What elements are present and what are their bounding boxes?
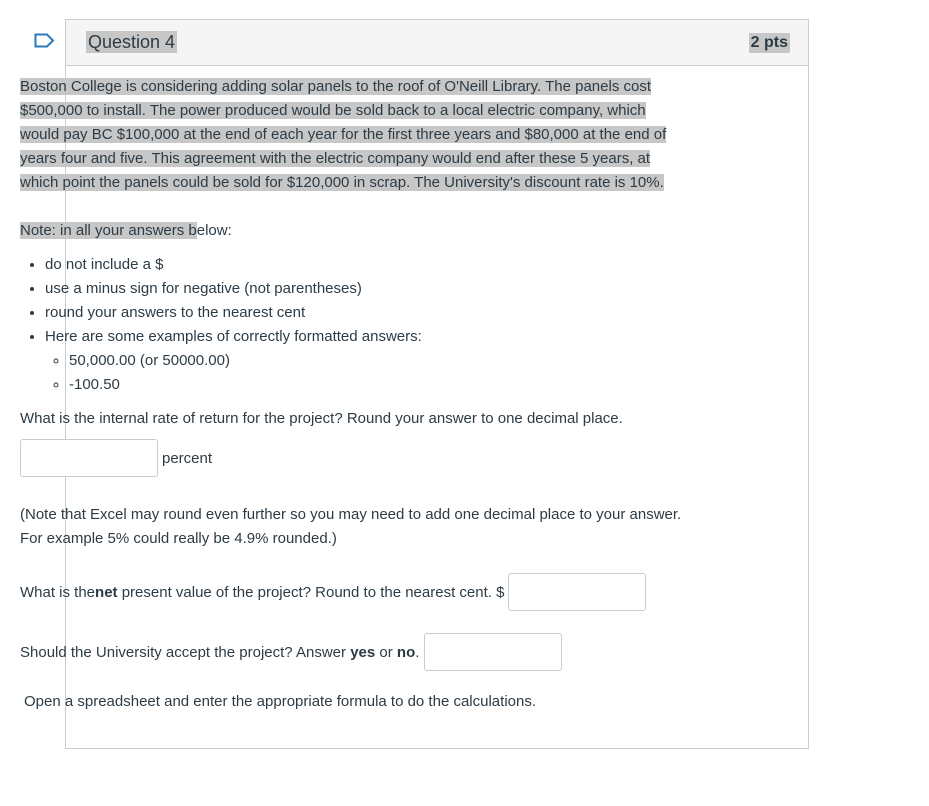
npv-bold-word: net (95, 583, 118, 601)
npv-text-pre: What is the (20, 583, 96, 601)
accept-question (20, 633, 720, 671)
examples-list (45, 349, 720, 397)
intro-line: Boston College is considering adding solar panels to the roof of O'Neill Library. The panels cost (20, 78, 651, 95)
instructions-list (20, 253, 720, 397)
list-item: • round your answers to the nearest cent (45, 301, 720, 325)
example-item: ◦ -100.50 (69, 373, 720, 397)
accept-input[interactable] (424, 633, 562, 671)
accept-text-end: . (415, 643, 420, 661)
bookmark-flag-icon[interactable] (34, 33, 55, 48)
intro-line: years four and five. This agreement with the electric company would end after these 5 years, at (20, 150, 651, 167)
excel-note (20, 503, 720, 551)
accept-text-pre: Should the University accept the project? Answer (20, 643, 351, 661)
intro-line: would pay BC $100,000 at the end of each year for the first three years and $80,000 at the end of (20, 126, 667, 143)
question-body (20, 75, 720, 710)
question-points: 2 pts (750, 34, 788, 51)
intro-line: $500,000 to install. The power produced would be sold back to a local electric company, which (20, 102, 646, 119)
excel-note-line: (Note that Excel may round even further so you may need to add one decimal place to your answer. (20, 506, 682, 523)
list-item: • do not include a $ (45, 253, 720, 277)
examples-label: Here are some examples of correctly formatted answers: (45, 328, 422, 345)
list-item (45, 325, 720, 397)
closing-text: Open a spreadsheet and enter the appropriate formula to do the calculations. (24, 693, 536, 710)
irr-unit-label: percent (162, 449, 213, 467)
question-header (66, 20, 808, 66)
irr-answer-row (20, 439, 720, 477)
npv-input[interactable] (508, 573, 646, 611)
irr-input[interactable] (20, 439, 158, 477)
excel-note-line: For example 5% could really be 4.9% rounded.) (20, 530, 337, 547)
note-rest: elow: (196, 222, 232, 239)
intro-paragraph (20, 75, 720, 195)
npv-text-post: present value of the project? Round to the nearest cent. $ (117, 583, 505, 601)
accept-yes: yes (350, 643, 376, 661)
npv-question (20, 573, 720, 611)
irr-question: What is the internal rate of return for the project? Round your answer to one decimal place. (20, 410, 623, 427)
question-title: Question 4 (88, 32, 176, 52)
accept-text-mid: or (375, 643, 397, 661)
note-line (20, 221, 720, 241)
example-item: ◦ 50,000.00 (or 50000.00) (69, 349, 720, 373)
intro-line: which point the panels could be sold for $120,000 in scrap. The University's discount rate is 10%. (20, 174, 664, 191)
accept-no: no (396, 643, 416, 661)
list-item: • use a minus sign for negative (not parentheses) (45, 277, 720, 301)
note-highlight: Note: in all your answers b (20, 222, 197, 239)
